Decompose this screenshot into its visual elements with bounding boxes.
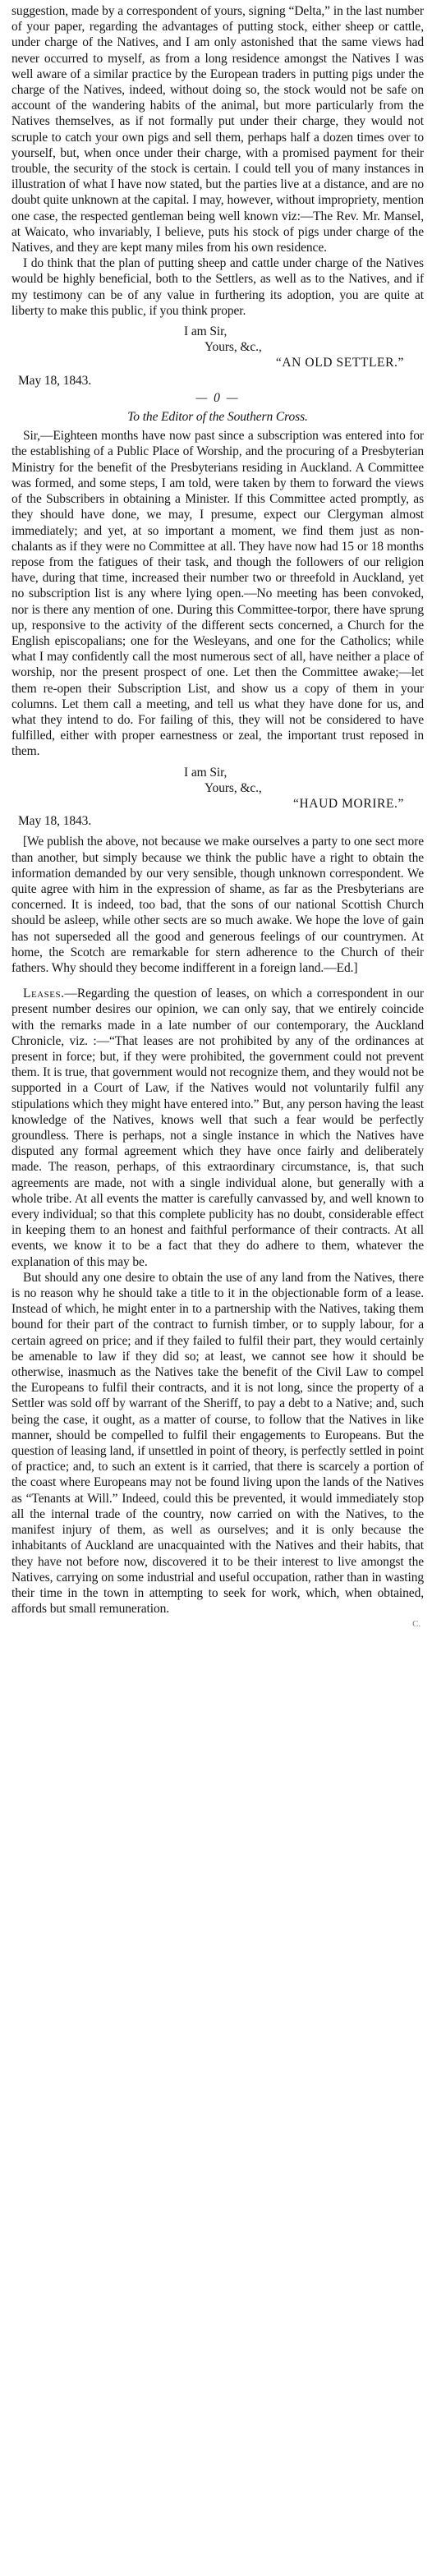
leases-paragraph-2: But should any one desire to obtain the use of any land from the Natives, there is no reason why he should take a title to it in the objectionable form of a lease. Instead of which, he might enter in to a partnership with the Natives, taking them bound for their part of the contract to furnish timber, or to supply labour, for a certain agreed on price; and if they failed to fulfil their part, they would certainly be amenable to law if they did so; at least, we cannot see how it should be otherwise, inasmuch as the Natives take the benefit of the Civil Law to compel the Europeans to fulfil their contracts, and it is not long, since the property of a Settler was sold off by warrant of the Sheriff, to pay a debt to a Native; and, such being the case, it ought, as a matter of course, to follow that the Natives in like manner, should be compelled to fulfil their engagements to Europeans. But the question of leasing land, if unsettled in point of theory, is perfectly settled in point of practice; and, to such an extent is it carried, that there is scarcely a portion of the coast where Europeans may not be found living upon the lands of the Natives as “Tenants at Will.” Indeed, could this be prevented, it would immediately stop all the internal trade of the country, now carried on with the Natives, to the manifest injury of them, as well as ourselves; and it is only because the inhabitants of Auckland are unacquainted with the Natives and their habits, that they have not before now, discovered it to be their interest to live amongst the Natives, carrying on some industrial and useful occupation, rather than in wasting their time in the town in attempting to seek for work, which, when obtained, affords but small remuneration. [11, 1270, 424, 1617]
letter1-paragraph-2: I do think that the plan of putting sheep and cattle under charge of the Natives would be highly beneficial, both to the Settlers, as well as to the Natives, and if my testimony can be of any value in furthering its adoption, you are quite at liberty to make this public, if you think proper. [11, 256, 424, 318]
editor-note: [We publish the above, not because we make ourselves a party to one sect more than another, but simply because we think the public have a right to obtain the information demanded by our very sensible, though unknown correspondent. We quite agree with him in the expression of shame, as far as the Presbyterians are concerned. It is indeed, too bad, that the sons of our national Scottish Church should be asleep, while other sects are so much awake. We hope the love of gain has not superseded all the good and generous feelings of our countrymen. At home, the Scotch are remarkable for stern adherence to the Church of their fathers. Why should they become indifferent in a foreign land.—Ed.] [11, 835, 424, 975]
letter1-closing [11, 324, 424, 371]
letter2-date: May 18, 1843. [18, 814, 92, 829]
leases-article [11, 986, 424, 1617]
letter1-signature: “AN OLD SETTLER.” [275, 356, 404, 370]
section-divider: — 0 — [195, 390, 240, 405]
leases-lead: Leases. [23, 987, 65, 1001]
letter1-paragraph-1: suggestion, made by a correspondent of yours, signing “Delta,” in the last number of your paper, regarding the advantages of putting stock, either sheep or cattle, under charge of the Natives, and I am only astonished that the same views had never occurred to myself, as from a long residence amongst the Natives I was well aware of a similar practice by the European traders in putting pigs under the charge of the Natives, indeed, without doing so, the stock would not be safe on account of the wandering habits of the animal, but more particularly from the Natives themselves, as if not formally put under their charge, they would not scruple to catch your own pigs and sell them, perhaps half a dozen times over to yourself, but, when once under their charge, with a promised payment for their trouble, the security of the stock is certain. I could tell you of many instances in illustration of what I have now stated, but the parties live at a distance, and are no doubt quite unknown at the capital. I may, however, without impropriety, mention one case, the respected gentleman being well known viz:—The Rev. Mr. Mansel, at Waicato, who invariably, I believe, puts his stock of pigs under charge of the Natives, and they are kept many miles from his own residence. [11, 4, 424, 255]
letter2-heading: To the Editor of the Southern Cross. [127, 410, 308, 425]
leases-paragraph-1-text: —Regarding the question of leases, on which a correspondent in our present number desires our opinion, we can only say, that we entirely coincide with the remarks made in a late number of our contemporary, the Auckland Chronicle, viz. :—“That leases are not prohibited by any of the ordinances at present in force; but, if they were prohibited, the government could not prevent them. It is true, that government would not recognize them, and they would not be supported in a Court of Law, if the Natives would not voluntarily fulfil any stipulations which they might have entered into.” But, any person having the least knowledge of the Natives, knows well that such a fear would be perfectly groundless. There is perhaps, not a single instance in which the Natives have disputed any formal agreement which they have once fairly and deliberately made. The reason, perhaps, of this extraordinary circumstance, is, that such agreements are made, not with a single individual alone, but generally with a whole tribe. At all events the matter is carefully canvassed by, and well known to every individual; so that this complete publicity has no doubt, considerable effect in keeping them to an honest and faithful performance of their contracts. At all events, we know it to be a fact that they do adhere to them, whatever the explanation of this may be. [11, 987, 424, 1269]
letter1-closing-yours: Yours, &c., [205, 340, 262, 355]
letter2-signature: “HAUD MORIRE.” [293, 796, 404, 811]
letter1-date: May 18, 1843. [18, 373, 92, 388]
letter2-closing-iam: I am Sir, [184, 765, 227, 780]
leases-paragraph-1 [11, 986, 424, 1270]
letter1-closing-iam: I am Sir, [184, 324, 227, 339]
letter-old-settler [11, 3, 424, 389]
letter2-closing-yours: Yours, &c., [205, 780, 262, 795]
letter-haud-morire [11, 409, 424, 829]
letter2-paragraph-1: Sir,—Eighteen months have now past since a subscription was entered into for the establishing of a Public Place of Worship, and the procuring of a Presbyterian Ministry for the benefit of the Presbyterians residing in Auckland. A Committee was formed, and some steps, I am told, were taken by them to forward the views of the Subscribers in obtaining a Minister. If this Committee acted promptly, as they should have done, we may, I presume, expect our Clergyman almost immediately; and yet, at so important a moment, we find them just as non-chalants as if they were no Committee at all. They have now had 15 or 18 months repose from the fatigues of their task, and though the followers of our religion have, during that time, increased their number two or threefold in Auckland, yet no subscription list is any where lying open.—No meeting has been convoked, nor is there any mention of one. During this Committee-torpor, there have sprung up, responsive to the activity of the different sects concerned, a Church for the English episcopalians; one for the Wesleyans, and one for the Catholics; while what I may confidently call the most numerous sect of all, have neither a place of worship, nor the present prospect of one. Let then the Committee awake;—let them re-open their Subscription List, and show us a copy of them in your columns. Let them call a meeting, and tell us what they have done for us, and what they intend to do. For failing of this, they will not be considered to have fulfilled, either with proper earnestness or zeal, the important trust reposed in them. [11, 429, 424, 759]
letter2-closing [11, 765, 424, 812]
footer-mark: C. [412, 1619, 421, 1630]
